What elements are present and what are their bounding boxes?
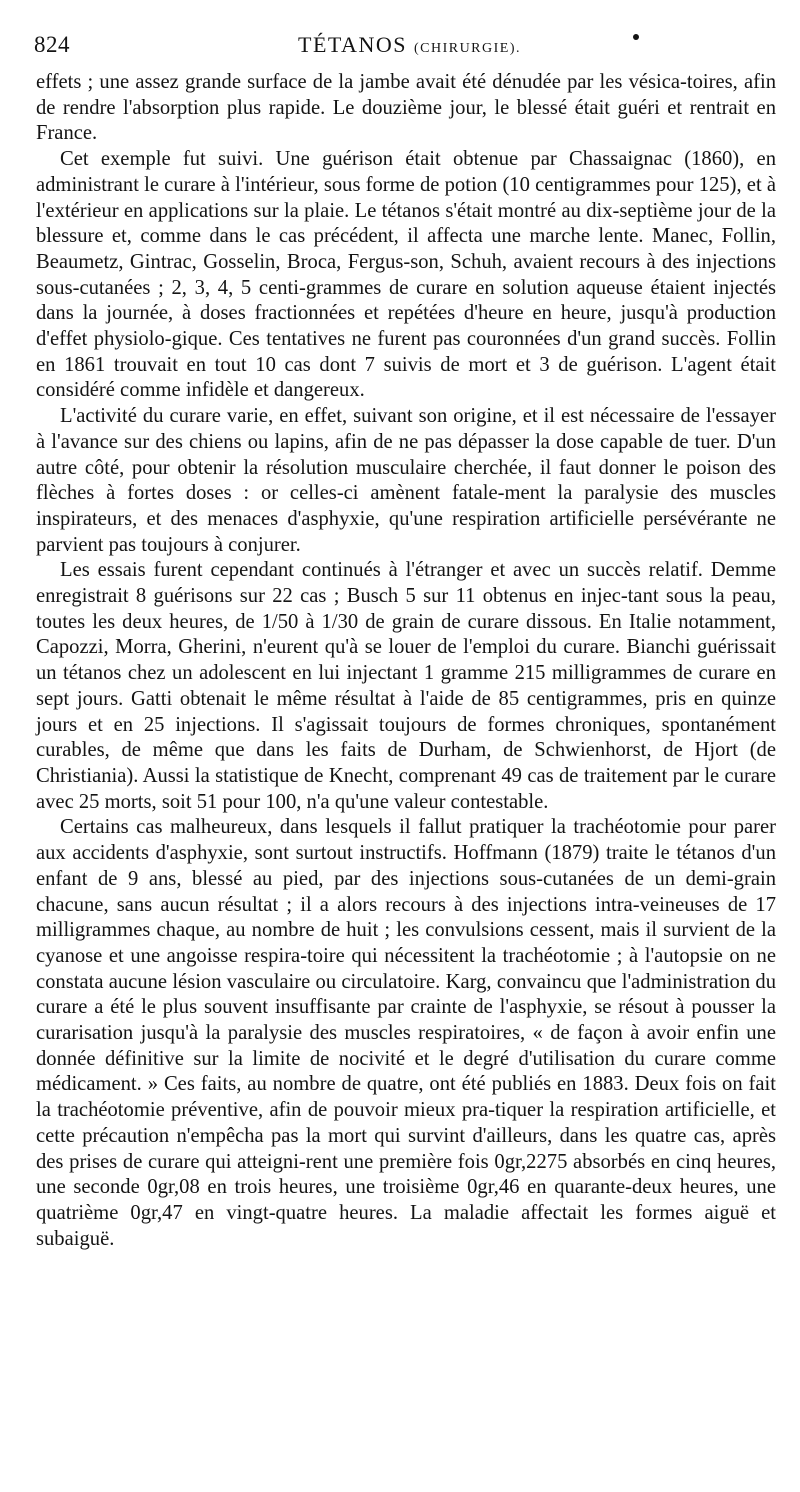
body-text <box>36 70 776 1252</box>
paragraph-1: effets ; une assez grande surface de la jambe avait été dénudée par les vésica-toires, afin de rendre l'absorption plus rapide. Le douzième jour, le blessé était guéri et rentrait en France. <box>36 71 776 145</box>
book-page <box>36 0 776 1492</box>
print-mark <box>633 34 639 40</box>
paragraph-4: Les essais furent cependant continués à l'étranger et avec un succès relatif. Demme enregistrait 8 guérisons sur 22 cas ; Busch 5 sur 11 obtenus en injec-tant sous la peau, toutes les deux heures, de 1/50 à 1/30 de grain de curare dissous. En Italie notamment, Capozzi, Morra, Gherini, n'eurent qu'à se louer de l'emploi du curare. Bianchi guérissait un tétanos chez un adolescent en lui injectant 1 gramme 215 milligrammes de curare en sept jours. Gatti obtenait le même résultat à l'aide de 85 centigrammes, pris en quinze jours et en 25 injections. Il s'agissait toujours de formes chroniques, spontanément curables, de même que dans les faits de Durham, de Schwienhorst, de Hjort (de Christiania). Aussi la statistique de Knecht, comprenant 49 cas de traitement par le curare avec 25 morts, soit 51 pour 100, n'a qu'une valeur contestable. <box>36 559 776 813</box>
paragraph-2: Cet exemple fut suivi. Une guérison était obtenue par Chassaignac (1860), en administrant le curare à l'intérieur, sous forme de potion (10 centigrammes pour 125), et à l'extérieur en applications sur la plaie. Le tétanos s'était montré au dix-septième jour de la blessure et, comme dans le cas précédent, il affecta une marche lente. Manec, Follin, Beaumetz, Gintrac, Gosselin, Broca, Fergus-son, Schuh, avaient recours à des injections sous-cutanées ; 2, 3, 4, 5 centi-grammes de curare en solution aqueuse étaient injectés dans la journée, à doses fractionnées et repétées d'heure en heure, jusqu'à production d'effet physiolo-gique. Ces tentatives ne furent pas couronnées d'un grand succès. Follin en 1861 trouvait en tout 10 cas dont 7 suivis de mort et 3 de guérison. L'agent était considéré comme infidèle et dangereux. <box>36 148 776 402</box>
running-title <box>298 32 521 58</box>
paragraph-5: Certains cas malheureux, dans lesquels il fallut pratiquer la trachéotomie pour parer aux accidents d'asphyxie, sont surtout instructifs. Hoffmann (1879) traite le tétanos d'un enfant de 9 ans, blessé au pied, par des injections sous-cutanées de un demi-grain chacune, sans aucun résultat ; il a alors recours à des injections intra-veineuses de 17 milligrammes chaque, au nombre de huit ; les convulsions cessent, mais il survient de la cyanose et une angoisse respira-toire qui nécessitent la trachéotomie ; à l'autopsie on ne constata aucune lésion vasculaire ou circulatoire. Karg, convaincu que l'administration du curare a été le plus souvent insuffisante par crainte de l'asphyxie, se résout à pousser la curarisation jusqu'à la paralysie des muscles respiratoires, « de façon à avoir enfin une donnée définitive sur la limite de nocivité et le degré d'utilisation du curare comme médicament. » Ces faits, au nombre de quatre, ont été publiés en 1883. Deux fois on fait la trachéotomie préventive, afin de pouvoir mieux pra-tiquer la respiration artificielle, et cette précaution n'empêcha pas la mort qui survint d'ailleurs, dans les quatre cas, après des prises de curare qui atteigni-rent une première fois 0gr,2275 absorbés en cinq heures, une seconde 0gr,08 en trois heures, une troisième 0gr,46 en quarante-deux heures, une quatrième 0gr,47 en vingt-quatre heures. La maladie affectait les formes aiguë et subaiguë. <box>36 816 776 1250</box>
page-header <box>36 26 776 60</box>
paragraph-3: L'activité du curare varie, en effet, suivant son origine, et il est nécessaire de l'essayer à l'avance sur des chiens ou lapins, afin de ne pas dépasser la dose capable de tuer. D'un autre côté, pour obtenir la résolution musculaire cherchée, il faut donner le poison des flèches à fortes doses : or celles-ci amènent fatale-ment la paralysie des muscles inspirateurs, et des menaces d'asphyxie, qu'une respiration artificielle persévérante ne parvient pas toujours à conjurer. <box>36 405 776 556</box>
running-title-sub: (CHIRURGIE). <box>413 41 521 56</box>
page-number: 824 <box>34 32 70 57</box>
running-title-main: TÉTANOS <box>298 32 407 57</box>
